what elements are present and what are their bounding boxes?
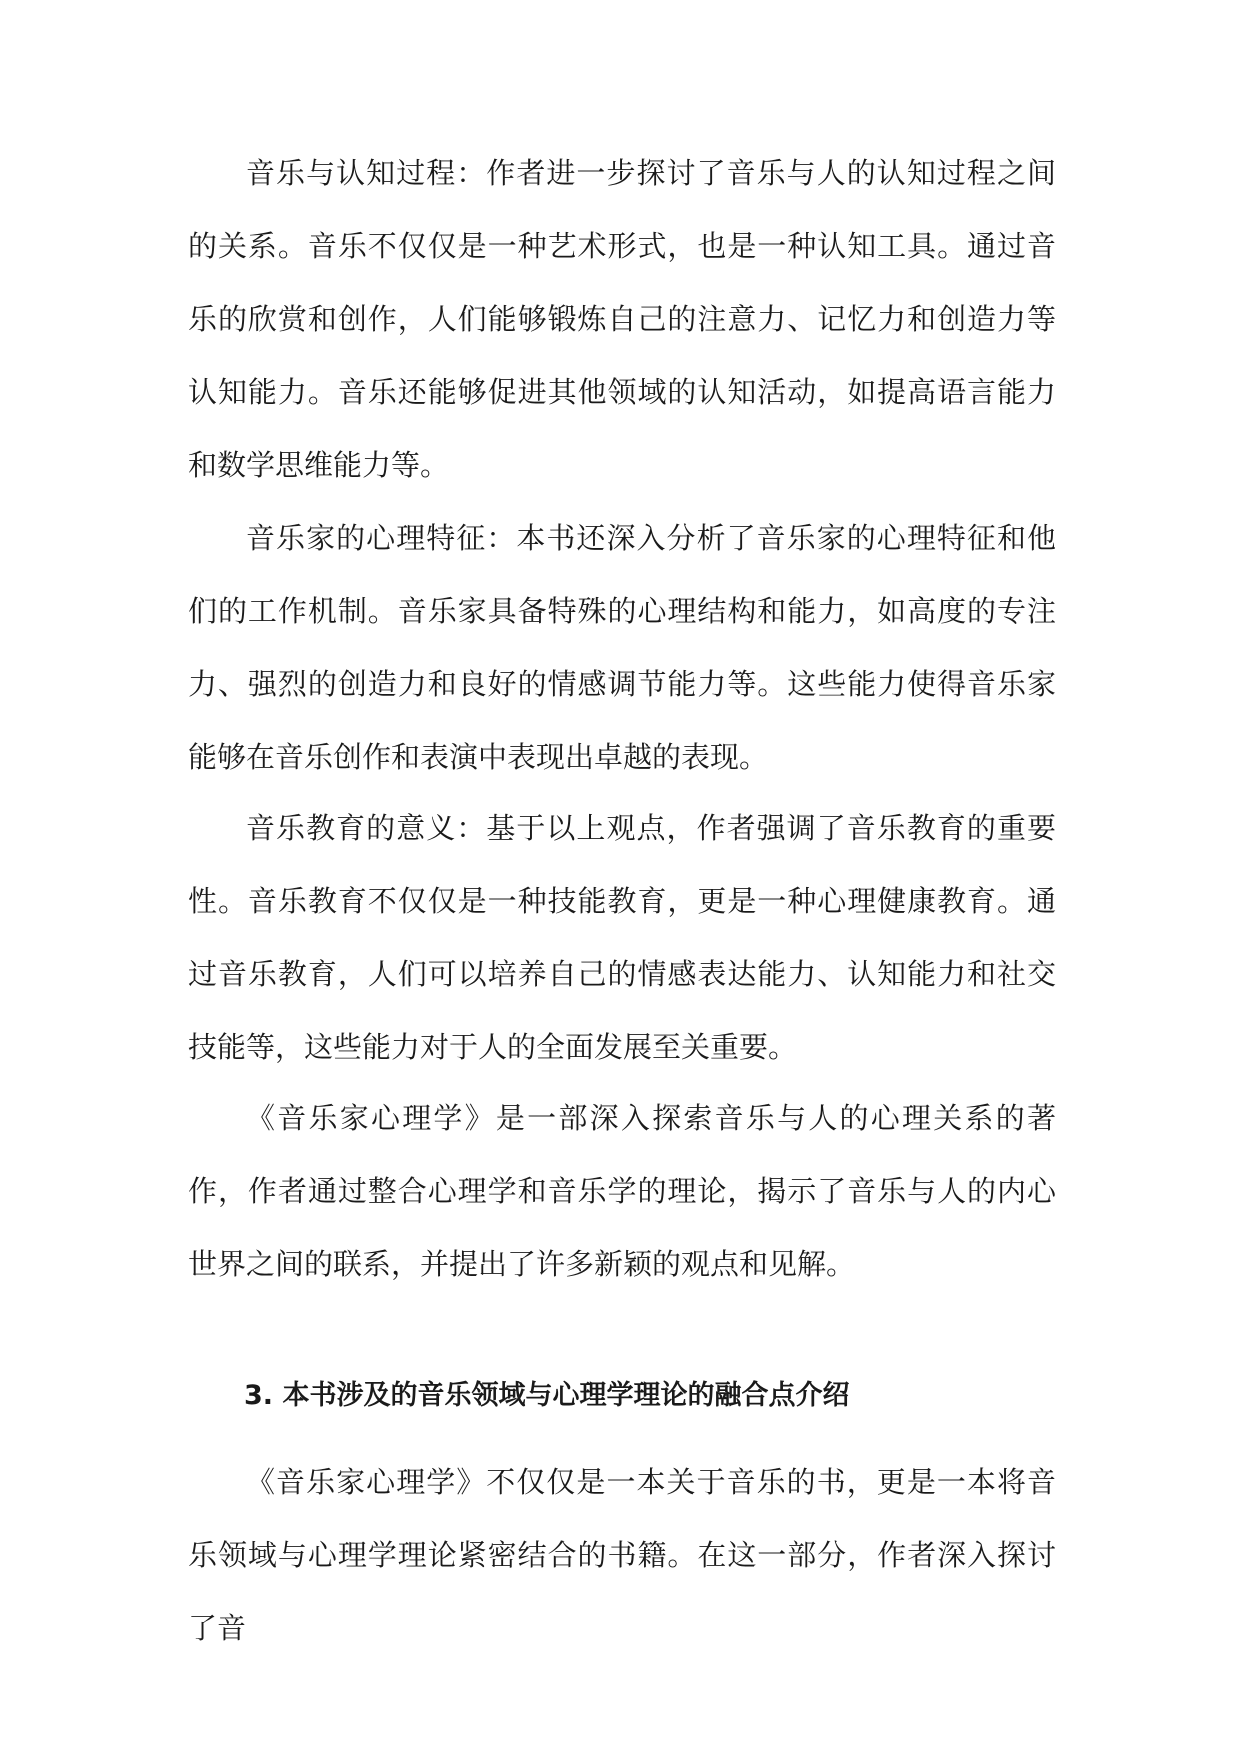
section-paragraph: 《音乐家心理学》不仅仅是一本关于音乐的书，更是一本将音乐领域与心理学理论紧密结合的书籍。在这一部分，作者深入探讨了音: [188, 1465, 1056, 1645]
paragraph-musician-traits: 音乐家的心理特征：本书还深入分析了音乐家的心理特征和他们的工作机制。音乐家具备特殊的心理结构和能力，如高度的专注力、强烈的创造力和良好的情感调节能力等。这些能力使得音乐家能够在音乐创作和表演中表现出卓越的表现。: [188, 521, 1056, 774]
paragraph-cognition: 音乐与认知过程：作者进一步探讨了音乐与人的认知过程之间的关系。音乐不仅仅是一种艺术形式，也是一种认知工具。通过音乐的欣赏和创作，人们能够锻炼自己的注意力、记忆力和创造力等认知能力。音乐还能够促进其他领域的认知活动，如提高语言能力和数学思维能力等。: [188, 156, 1056, 482]
section-heading: 3. 本书涉及的音乐领域与心理学理论的融合点介绍: [244, 1380, 850, 1411]
paragraph-music-education: 音乐教育的意义：基于以上观点，作者强调了音乐教育的重要性。音乐教育不仅仅是一种技能教育，更是一种心理健康教育。通过音乐教育，人们可以培养自己的情感表达能力、认知能力和社交技能等，这些能力对于人的全面发展至关重要。: [188, 811, 1056, 1064]
paragraph-summary: 《音乐家心理学》是一部深入探索音乐与人的心理关系的著作，作者通过整合心理学和音乐学的理论，揭示了音乐与人的内心世界之间的联系，并提出了许多新颖的观点和见解。: [188, 1101, 1056, 1281]
